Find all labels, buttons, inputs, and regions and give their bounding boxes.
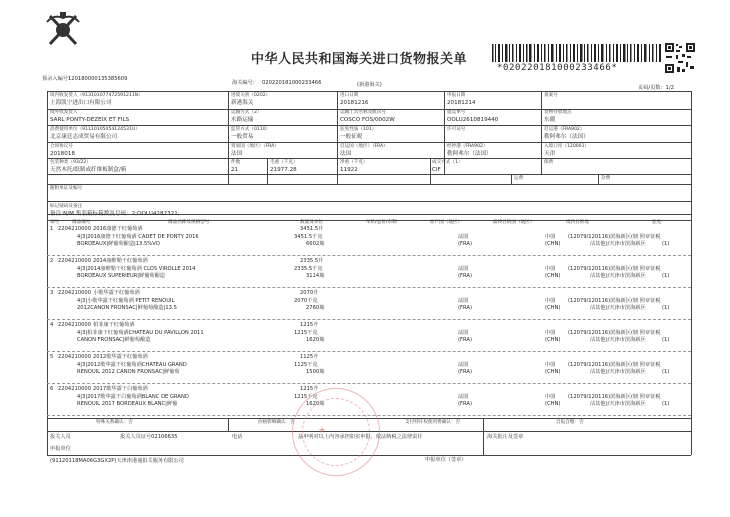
goods-col-code: 商品编号: [72, 220, 91, 225]
goods-cell-q3: 6602瓶: [306, 241, 325, 247]
goods-cell-dest_code: (CHN): [545, 273, 561, 279]
misc-label: 杂费: [601, 176, 611, 181]
goods-cell-dest_code: (CHN): [545, 401, 561, 407]
goods-cell-origin: 法国: [458, 297, 469, 304]
goods-col-price: 单价/总价/币制: [366, 220, 397, 225]
declare-date-label: 申报日期: [447, 93, 466, 98]
vessel-value: COSCO FOS/0002W: [340, 117, 395, 123]
consumer-value: 北京康廷志成贸易有限公司: [50, 134, 118, 140]
marks-value: 备注:N/M 集装箱标箱数及号码：2;OOLU4282321;: [50, 211, 180, 217]
goods-cell-q3: 3114瓶: [306, 273, 325, 279]
goods-cell-q1: 1125升: [300, 354, 319, 360]
marks-label: 标记唛码及备注: [50, 204, 83, 209]
customs-emblem: [44, 10, 82, 48]
goods-col-name: 商品名称及规格型号: [168, 220, 210, 225]
self-pay: 自报自缴：否: [556, 420, 584, 425]
goods-cell-dest_code: (CHN): [545, 337, 561, 343]
company-seal-inner: [302, 398, 370, 466]
goods-row-divider: [47, 287, 691, 288]
goods-cell-origin: 法国: [458, 265, 469, 272]
license-label: 许可证号: [447, 127, 466, 132]
storage-label: 货物存放地点: [544, 110, 572, 115]
goods-cell-name3: RENOUIL 2012 CANON FRONSAC|鲜葡萄: [77, 369, 180, 375]
exit-port-label: 进境关别（0202）: [231, 93, 271, 98]
goods-cell-dest: 中国: [545, 265, 556, 272]
remarks-label: 海关批注及签章: [487, 434, 524, 440]
goods-cell-dom1: (12079/120116)滨海新区(塘 照章征税: [568, 233, 661, 240]
net-value: 11922: [340, 167, 358, 173]
goods-cell-dest: 中国: [545, 361, 556, 368]
goods-cell-levy_code: (1): [662, 305, 670, 311]
goods-cell-code: 2204210000: [58, 322, 92, 328]
supervision-value: 一般贸易: [231, 134, 254, 140]
grid-line: [47, 125, 691, 126]
goods-cell-name2: 4|3|2012歌华露干红葡萄酒CHATEAU GRAND: [77, 361, 187, 368]
goods-cell-origin: 法国: [458, 329, 469, 336]
goods-cell-q2: 1215千克: [294, 329, 318, 336]
goods-cell-q1: 1215升: [300, 386, 319, 392]
goods-cell-q2: 1215千克: [294, 393, 318, 400]
goods-cell-name1: 小歌华露干红葡萄酒: [93, 290, 140, 296]
goods-cell-item: 4: [50, 322, 54, 328]
grid-line: [430, 158, 431, 184]
origin-country-label: 启运国（地区）（FRA）: [340, 144, 388, 149]
goods-cell-levy_code: (1): [662, 401, 670, 407]
goods-cell-q3: 1620瓶: [306, 401, 325, 407]
goods-cell-code: 2204210000: [58, 386, 92, 392]
goods-col-qty: 数量及单位: [300, 220, 323, 225]
special-relation: 特殊关系确认：否: [96, 420, 133, 425]
unit-label: 申报单位: [50, 446, 71, 452]
goods-cell-levy_code: (1): [662, 241, 670, 247]
grid-line: [47, 184, 691, 185]
goods-cell-item: 2: [50, 258, 54, 264]
statement: 兹申明对以上内容承担如实申报、依法纳税之法律责任: [298, 434, 423, 440]
goods-cell-dom2: 沽其他)/天津市滨海新区: [590, 241, 646, 247]
grid-line: [541, 91, 542, 174]
import-date-value: 20181216: [340, 100, 369, 106]
grid-line: [47, 201, 691, 202]
goods-cell-dom2: 沽其他)/天津市滨海新区: [590, 273, 646, 279]
goods-cell-name1: 2014康维勒干红葡萄酒: [93, 258, 148, 264]
grid-line: [267, 158, 268, 184]
gross-label: 毛重（千克）: [270, 160, 298, 165]
goods-cell-levy_code: (1): [662, 369, 670, 375]
grid-line: [47, 91, 691, 92]
royalty-confirm: 支付特许权使用费确认：否: [405, 420, 461, 425]
goods-cell-item: 5: [50, 354, 54, 360]
seal-label: 申报单位（签章）: [425, 457, 467, 463]
pre-entry-number: 120180000135385609: [68, 76, 128, 82]
goods-cell-dest: 中国: [545, 233, 556, 240]
grid-line: [483, 418, 484, 455]
customs-number: 020220181000233466: [262, 80, 322, 86]
pre-entry-label: 预录入编号：: [42, 76, 74, 82]
goods-cell-code: 2204210000: [58, 290, 92, 296]
count-label: 件数: [231, 160, 241, 165]
grid-line: [228, 91, 229, 184]
bl-label: 提运单号: [447, 110, 466, 115]
goods-cell-name2: 4|3|2017歌华露干白葡萄酒BLANC DE GRAND: [77, 393, 189, 400]
goods-cell-dom1: (12079/120116)滨海新区(塘 照章征税: [568, 265, 661, 272]
goods-cell-name2: 4|3|2016康德干红葡萄酒 CADET DE PONTY 2016: [77, 233, 199, 240]
goods-cell-dest: 中国: [545, 297, 556, 304]
terms-label: 成交方式（1）: [432, 160, 463, 165]
page-info: 页码/页数：1/2: [638, 85, 675, 91]
gross-value: 21977.28: [270, 167, 297, 173]
goods-cell-dest: 中国: [545, 393, 556, 400]
qr-code: [664, 42, 696, 74]
storage-value: 东疆: [544, 117, 556, 123]
transport-label: 运输方式（2）: [231, 110, 262, 115]
goods-cell-q1: 2335.5升: [300, 258, 324, 264]
entry-port-value: 天津: [544, 151, 556, 157]
vessel-label: 运输工具名称及航次号: [340, 110, 386, 115]
contract-value: 2018018: [50, 151, 75, 157]
grid-line: [598, 174, 599, 184]
goods-cell-q2: 2070千克: [294, 297, 318, 304]
goods-cell-name2: 4|3|小歌华露干红葡萄酒 PETIT RENOUIL: [77, 297, 175, 304]
goods-cell-dom2: 沽其他)/天津市滨海新区: [590, 401, 646, 407]
goods-cell-dom2: 沽其他)/天津市滨海新区: [590, 337, 646, 343]
consignee-label: 境内收发货人（913101077472591211N）: [50, 93, 143, 98]
goods-cell-dest_code: (CHN): [545, 305, 561, 311]
goods-cell-dest_code: (CHN): [545, 241, 561, 247]
grid-line: [47, 142, 691, 143]
goods-cell-origin_code: (FRA): [458, 305, 472, 311]
customs-no-label: 海关编号：: [232, 80, 258, 86]
count-value: 21: [231, 167, 239, 173]
goods-cell-code: 2204210000: [58, 354, 92, 360]
overseas-value: SARL PONTY-DEZEIX ET FILS: [50, 117, 130, 123]
consumer-label: 消费使用单位（91110105054124531U）: [50, 127, 140, 132]
trade-country-value: 法国: [231, 151, 243, 157]
via-port-label: 经停港（FRA902）: [447, 144, 488, 149]
goods-cell-name3: RENOUIL 2017 BORDEAUX BLANC|鲜葡: [77, 401, 178, 407]
unit-value: (91120118MA06G3GX2P)天津津港通报关服务有限公司: [50, 458, 184, 464]
goods-cell-item: 1: [50, 226, 54, 232]
declarant-cert: 报关人员证号02106635: [120, 434, 178, 440]
goods-cell-item: 6: [50, 386, 54, 392]
grid-line: [337, 91, 338, 184]
goods-cell-q3: 1500瓶: [306, 369, 325, 375]
grid-line: [47, 91, 48, 455]
record-label: 备案号: [544, 93, 558, 98]
origin-country-value: 法国: [340, 151, 352, 157]
bl-value: OOLU2610819440: [447, 117, 499, 123]
goods-cell-origin_code: (FRA): [458, 241, 472, 247]
trade-country-label: 贸易国（地区）（FRA）: [231, 144, 279, 149]
docs-label: 随附单证及编号: [50, 186, 83, 191]
goods-cell-name1: 2016康德干红葡萄酒: [93, 226, 143, 232]
goods-cell-name3: CANON FRONSAC|鲜葡萄酿造: [77, 337, 151, 343]
levy-value: 一般征税: [340, 134, 363, 140]
barcode: [492, 44, 662, 62]
declare-date-value: 20181214: [447, 100, 476, 106]
goods-col-domestic: 境内目的地: [566, 220, 589, 225]
grid-line: [47, 174, 691, 175]
goods-cell-q2: 3451.5千克: [294, 233, 323, 240]
goods-cell-name3: BORDEAUX|鲜葡萄酿造|13.5%VO: [77, 241, 160, 247]
goods-cell-q2: 1125千克: [294, 361, 318, 368]
goods-cell-item: 3: [50, 290, 54, 296]
via-port-value: 勒阿弗尔（法国）: [447, 151, 492, 157]
goods-cell-origin: 法国: [458, 393, 469, 400]
declarant-label: 报关人员: [50, 434, 71, 440]
insurance-label: 保费: [544, 160, 554, 165]
goods-cell-dest: 中国: [545, 329, 556, 336]
price-impact: 价格影响确认：否: [258, 420, 295, 425]
contract-label: 合同协议号: [50, 144, 73, 149]
goods-cell-origin_code: (FRA): [458, 337, 472, 343]
goods-cell-name2: 4|3|2014康维勒干红葡萄酒 CLOS VIROLLE 2014: [77, 265, 196, 272]
goods-cell-origin: 法国: [458, 233, 469, 240]
grid-line: [47, 158, 691, 159]
goods-col-item: 项号: [50, 220, 60, 225]
goods-cell-dom1: (12079/120116)滨海新区(塘 照章征税: [568, 393, 661, 400]
consignee-value: 上海凯宁进出口有限公司: [50, 100, 112, 106]
goods-cell-origin_code: (FRA): [458, 369, 472, 375]
goods-cell-dom2: 沽其他)/天津市滨海新区: [590, 305, 646, 311]
goods-cell-q1: 1215升: [300, 322, 319, 328]
goods-row-divider: [47, 319, 691, 320]
grid-line: [511, 174, 512, 184]
barcode-text: *020220181000233466*: [497, 63, 618, 73]
package-label: 包装种类（93/22）: [50, 160, 91, 165]
goods-cell-code: 2204210000: [58, 258, 92, 264]
goods-col-levy: 征免: [652, 220, 662, 225]
goods-col-dest: 最终目的国（地区）: [493, 220, 535, 225]
goods-cell-q3: 2760瓶: [306, 305, 325, 311]
goods-cell-code: 2204210000: [58, 226, 92, 232]
goods-cell-q3: 1620瓶: [306, 337, 325, 343]
goods-cell-name1: 2012歌华露干红葡萄酒: [93, 354, 148, 360]
overseas-label: 境外收发货人: [50, 110, 78, 115]
goods-cell-origin: 法国: [458, 361, 469, 368]
goods-cell-name3: 2012CANON FRONSAC|鲜葡萄酿造|13.5: [77, 305, 177, 311]
terms-value: CIF: [432, 167, 441, 173]
goods-cell-levy_code: (1): [662, 337, 670, 343]
goods-cell-q1: 2070升: [300, 290, 319, 296]
goods-cell-dom2: 沽其他)/天津市滨海新区: [590, 369, 646, 375]
goods-cell-name1: 柏菲康干红葡萄酒: [93, 322, 135, 328]
goods-cell-dom1: (12079/120116)滨海新区(塘 照章征税: [568, 361, 661, 368]
freight-label: 运费: [514, 176, 524, 181]
goods-cell-origin_code: (FRA): [458, 401, 472, 407]
departure-value: 勒阿弗尔（法国）: [544, 134, 589, 140]
goods-cell-dom1: (12079/120116)滨海新区(塘 照章征税: [568, 297, 661, 304]
page-title: 中华人民共和国海关进口货物报关单: [251, 52, 468, 67]
goods-row-divider: [47, 255, 691, 256]
goods-cell-name2: 4|3|柏菲康干红葡萄酒CHATEAU DU PAVILLON 2011: [77, 329, 204, 336]
goods-row-divider: [47, 351, 691, 352]
goods-cell-q2: 2335.5千克: [294, 265, 323, 272]
package-value: 天然木托/纸制或纤维板制盒/箱: [50, 167, 127, 173]
exit-port-value: 新港海关: [231, 100, 254, 106]
levy-label: 征免性质（101）: [340, 127, 377, 132]
departure-label: 启运港（FRA902）: [544, 127, 585, 132]
entry-port-label: 入境口岸（120001）: [544, 144, 590, 149]
transport-value: 水路运输: [231, 117, 254, 123]
grid-line: [228, 418, 229, 431]
port-note: (新港海关): [357, 82, 382, 88]
goods-cell-levy_code: (1): [662, 273, 670, 279]
goods-col-origin: 原产国（地区）: [430, 220, 463, 225]
goods-cell-dom1: (12079/120116)滨海新区(塘 照章征税: [568, 329, 661, 336]
goods-cell-origin_code: (FRA): [458, 273, 472, 279]
supervision-label: 监管方式（0110）: [231, 127, 271, 132]
goods-cell-name3: BORDEAUX SUPERIEUR|鲜葡萄酿造: [77, 273, 165, 279]
goods-cell-q1: 3451.5升: [300, 226, 324, 232]
net-label: 净重（千克）: [340, 160, 368, 165]
seal-glyph: ★: [318, 426, 327, 436]
import-date-label: 进口日期: [340, 93, 359, 98]
goods-cell-dest_code: (CHN): [545, 369, 561, 375]
goods-cell-name1: 2017歌华露干白葡萄酒: [93, 386, 148, 392]
goods-row-divider: [47, 383, 691, 384]
grid-line: [691, 91, 692, 455]
phone-label: 电话: [232, 434, 243, 440]
